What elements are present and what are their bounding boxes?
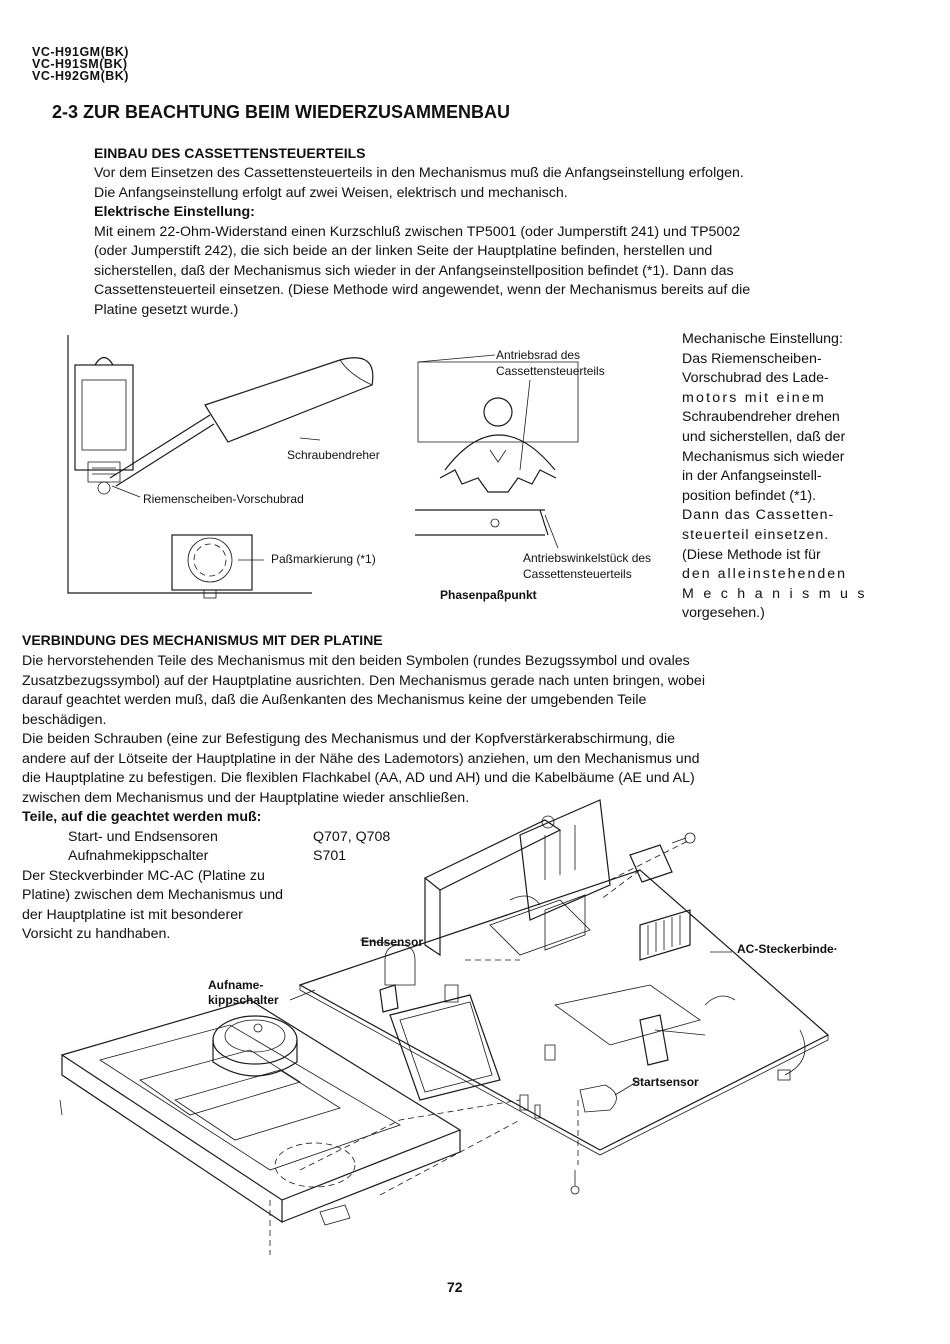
label-antriebsrad-2: Cassettensteuerteils xyxy=(496,364,605,378)
label-aufname-2: kippschalter xyxy=(208,993,279,1007)
label-antriebswinkel-2: Cassettensteuerteils xyxy=(523,567,632,581)
model-3: VC-H92GM(BK) xyxy=(32,69,129,83)
mech-line-8: in der Anfangseinstell- xyxy=(682,468,822,485)
verbindung-line-4: beschädigen. xyxy=(22,711,107,728)
verbindung-line-6: andere auf der Lötseite der Hauptplatine in der Nähe des Lademotors) anziehen, um den Mechanismus und xyxy=(22,750,700,767)
label-schraubendreher: Schraubendreher xyxy=(287,448,380,462)
mech-line-12: (Diese Methode ist für xyxy=(682,546,821,563)
parts-item-name: Aufnahmekippschalter xyxy=(68,848,209,864)
verbindung-line-2: Zusatzbezugssymbol) auf der Hauptplatine ausrichten. Den Mechanismus gerade nach unten bringen, wobei xyxy=(22,672,705,689)
mech-line-15: vorgesehen.) xyxy=(682,605,765,622)
label-ac-steckerbinder: AC-Steckerbinde· xyxy=(737,942,838,956)
parts-item-code: Q707, Q708 xyxy=(313,828,391,845)
einbau-line-1: Vor dem Einsetzen des Cassettensteuerteils in den Mechanismus muß die Anfangseinstellung erfolgen. xyxy=(94,165,744,181)
elektrisch-line-3: sicherstellen, daß der Mechanismus sich wieder in der Anfangseinstellposition befindet (*1). Dann das xyxy=(94,262,734,279)
einbau-line-2: Die Anfangseinstellung erfolgt auf zwei Weisen, elektrisch und mechanisch. xyxy=(94,184,568,201)
label-aufname-1: Aufname- xyxy=(208,978,264,992)
elektrisch-line-5: Platine gesetzt wurde.) xyxy=(94,301,239,318)
mech-line-14: Mechanismus xyxy=(682,585,875,602)
parts-item-name: Start- und Endsensoren xyxy=(68,828,218,845)
label-antriebsrad-1: Antriebsrad des xyxy=(496,348,581,362)
verbindung-line-7: die Hauptplatine zu befestigen. Die flexiblen Flachkabel (AA, AD und AH) und die Kabelbäume (AE und AL) xyxy=(22,770,695,786)
verbindung-line-1: Die hervorstehenden Teile des Mechanismus mit den beiden Symbolen (rundes Bezugssymbol und ovales xyxy=(22,653,690,669)
verbindung-line-5: Die beiden Schrauben (eine zur Befestigung des Mechanismus und der Kopfverstärkerabschirmung, die xyxy=(22,731,675,747)
verbindung-line-8: zwischen dem Mechanismus und der Hauptplatine wieder anschließen. xyxy=(22,789,470,806)
label-passmarkierung: Paßmarkierung (*1) xyxy=(271,552,376,566)
label-phasenpass: Phasenpaßpunkt xyxy=(440,588,537,602)
mech-line-3: Vorschubrad des Lade- xyxy=(682,370,829,387)
mech-line-11: steuerteil einsetzen. xyxy=(682,526,830,543)
label-antriebswinkel-1: Antriebswinkelstück des xyxy=(523,551,652,565)
elektrisch-heading: Elektrische Einstellung: xyxy=(94,204,255,220)
label-startsensor: Startsensor xyxy=(632,1075,699,1089)
model-1: VC-H91GM(BK) xyxy=(32,45,129,59)
mech-line-1: Mechanische Einstellung: xyxy=(682,331,843,347)
parts-note-3: der Hauptplatine ist mit besonderer xyxy=(22,906,243,923)
mech-line-13: den alleinstehenden xyxy=(682,566,848,583)
label-riemenscheiben: Riemenscheiben-Vorschubrad xyxy=(143,492,304,506)
elektrisch-line-1: Mit einem 22-Ohm-Widerstand einen Kurzschluß zwischen TP5001 (oder Jumperstift 241) und TP5002 xyxy=(94,223,741,240)
parts-heading: Teile, auf die geachtet werden muß: xyxy=(22,809,262,825)
mech-line-9: position befindet (*1). xyxy=(682,487,817,504)
parts-note-4: Vorsicht zu handhaben. xyxy=(22,926,171,942)
mech-line-2: Das Riemenscheiben- xyxy=(682,350,822,367)
parts-note-1: Der Steckverbinder MC-AC (Platine zu xyxy=(22,867,265,884)
page-number: 72 xyxy=(447,1279,463,1295)
mech-line-5: Schraubendreher drehen xyxy=(682,409,840,426)
model-2: VC-H91SM(BK) xyxy=(32,57,128,71)
einbau-heading: EINBAU DES CASSETTENSTEUERTEILS xyxy=(94,145,366,161)
mech-line-6: und sicherstellen, daß der xyxy=(682,428,846,445)
parts-item-code: S701 xyxy=(313,848,347,864)
section-title: 2-3 ZUR BEACHTUNG BEIM WIEDERZUSAMMENBAU xyxy=(52,102,510,122)
mech-line-4: motors mit einem xyxy=(682,389,826,406)
verbindung-line-3: darauf geachtet werden muß, daß die Außenkanten des Mechanismus keine der umgebenden Teile xyxy=(22,692,647,708)
mech-line-10: Dann das Cassetten- xyxy=(682,507,835,524)
parts-note-2: Platine) zwischen dem Mechanismus und xyxy=(22,887,284,903)
verbindung-heading: VERBINDUNG DES MECHANISMUS MIT DER PLATINE xyxy=(22,632,383,648)
label-endsensor: Endsensor xyxy=(361,935,424,949)
mech-line-7: Mechanismus sich wieder xyxy=(682,448,845,465)
elektrisch-line-4: Cassettensteuerteil einsetzen. (Diese Methode wird angewendet, wenn der Mechanismus bereits auf die xyxy=(94,282,751,298)
elektrisch-line-2: (oder Jumperstift 242), die sich beide an der linken Seite der Hauptplatine befinden, herstellen und xyxy=(94,243,713,259)
